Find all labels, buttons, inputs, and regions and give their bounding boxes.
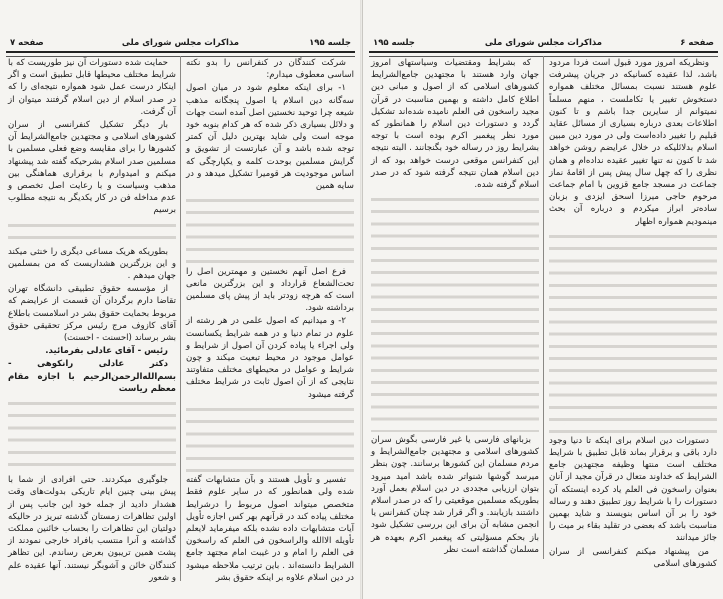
speaker-name: دکتر عادلی رانکوهی - بسم‌الله‌الرحمن‌الرحیم با اجازه مقام معظم ریاست (8, 359, 176, 394)
paragraph: بار دیگر تشکیل کنفرانسی از سران کشورهای اسلامی و مجتهدین جامع‌الشرایط آن کشورها را برای مقایسه وضع فعلی مسلمین با مسلمین صدر اسلام بشرحیکه گفته شد پیشنهاد میکنم و امیدوارم با برقراری هماهنگی بین مذهب وسیاست و با رعایت اصل تخصص و عدم مداخله فن در کار یکدیگر به نتیجه مطلوب برسیم (8, 120, 176, 216)
paragraph: فرع اصل آنهم نخستین و مهمترین اصل را تحت‌الشعاع قرارداد و این بزرگترین مانعی است که هرچه زودتر باید از پیش پای مسلمین برداشته شود. (186, 266, 354, 314)
session-number: جلسه ۱۹۵ (373, 38, 415, 48)
paragraph: جلوگیری میکردند. حتی افرادی از شما با پیش بینی چنین ایام تاریکی بدولت‌های وقت هشدار دادید از جمله خود این جانب پس از اولین تظاهرات زمستان گذشته تبریز در حالیکه دولتیان این تظاهرات را بحساب خائنین مملکت گذاشته و آنرا منتسب بافراد خارجی نمودند از پشت همین تریبون بعرض رساندم. این تظاهر کنندگان خائن و آشوبگر نیستند. آنها عقیده علم و شعور (8, 475, 176, 583)
illegible-text (549, 231, 717, 433)
text-column-left (8, 57, 176, 585)
paragraph: دستورات دین اسلام برای اینکه تا دنیا وجود دارد باقی و برقرار بماند قابل تطبیق با شرایط مختلف است منتها وظیفه مجتهدین جامع الشرایط که خداوند متعال در قرآن مجید از آنان بعنوان راسخون فی العلم یاد کرده اینستکه آن دستورات را با شرایط روز تطبیق دهند و رساله خود را بر آن اساس بنویسند و شاید بهمین مناسبت باشد که بعضی در تقلید بقاء بر میت را جائز میدانند (549, 435, 717, 544)
session-number: جلسه ۱۹۵ (309, 38, 351, 48)
illegible-text (8, 398, 176, 472)
paragraph: از مؤسسه حقوق تطبیقی دانشگاه تهران تقاضا دارم برگردان آن قسمت از عرایضم که مربوط بحمایت حقوق بشر در اسلامست باطلاع آقای کازوف مرج رئیس مرکز تحقیقی حقوق بشر برساند (احسنت - احسنت) (8, 284, 176, 344)
paragraph: شرکت کنندگان در کنفرانس را بدو نکته اساسی معطوف میدارم: (186, 58, 354, 81)
page-number: صفحه ۶ (680, 38, 714, 48)
paragraph: که بشرایط ومقتضیات وسیاستهای امروز جهان وارد هستند با مجتهدین جامع‌الشرایط کشورهای اسلامی که از اصول و مبانی دین اطلاع کامل داشته و بهمین مناسبت در قرآن مجید راسخون فی العلم نامیده شده‌اند تشکیل گردد و دستورات دین اسلام را همانطور که مورد نظر پیغمبر اکرم بوده است با توجه بشرایط روز در رساله خود بگنجانند . البته نتیجه این کنفرانس موقعی درست خواهد بود که از دین اسلام همان نتیجه گرفته شود که در صدر اسلام گرفته شده. (371, 58, 539, 191)
paragraph: ۱- برای اینکه معلوم شود در میان اصول سه‌گانه دین اسلام یا اصول پنجگانه مذهب شیعه چرا توحید نخستین اصل آمده است جهات و دلائل بسیاری ذکر شده که هر کدام بنوبه خود موجه است ولی شاید بهترین دلیل آن کمتر توجه شده باشد و آن عبارتست از تشویق و گرایش مسلمین بوحدت کلمه و یکپارچگی که اساس موجودیت هر قومیرا تشکیل میدهد و در سایه همین (186, 83, 354, 192)
column-divider (543, 56, 544, 559)
paragraph: ۲- و میدانیم که اصول علمی در هر رشته از علوم در تمام دنیا و در همه شرایط یکسانست ولی اجراء یا پیاده کردن آن اصول از شرایط و عوامل موجود در محیط تبعیت میکند و چون شرایط و عوامل در محیطهای مختلف متفاوتند نتایجی که از آن اصول ثابت در شرایط مختلف گرفته میشود (186, 316, 354, 400)
illegible-text (186, 404, 354, 472)
paragraph: ونظریکه امروز مورد قبول است فردا مردود باشد، لذا عقیده کسانیکه در جریان پیشرفت علوم هستند نسبت بمسائل مختلف همواره دستخوش تغییر یا تکاملست ، منهم مسلماً نمیتوانم از سایرین جدا باشم و تا کنون اطلاعات بعدی درباره بسیاری از مسائل عقاید قبلیم را تغییر داده‌است ولی در مورد دین مبین اسلام بدلائلیکه در خلال عرایضم روشن خواهد شد تا کنون نه تنها تغییر عقیده نداده‌ام و همان نظری را که چهل سال پیش پس از اقامهٔ نماز جماعت در مسجد جامع قزوین با امام جماعت مرحوم حاجی میرزا اسحق ایزدی و بزبان ساده‌تر ابراز میکردم و درباره آن بحث مینمودیم همواره اظهار (549, 58, 717, 227)
paragraph: بطوریکه هریک مساعی دیگری را خنثی میکند و این بزرگترین هشداریست که من بمسلمین جهان میدهم . (8, 246, 176, 282)
paragraph: تفسیر و تأویل هستند و بآن متشابهات گفته شده ولی همانطور که در سایر علوم فقط متخصص میتواند اصول مربوط را درشرایط مختلف پیاده کند در قرآنهم بهر کس اجازه تأویل آیات متشابهات داده نشده بلکه میفرماید لایعلم تأویله الاالله والراسخون فی العلم که راسخون فی العلم را امام و در غیبت امام مجتهد جامع الشرایط دانسته‌اند . باین ترتیب ملاحظه میشود در دین اسلام علاوه بر اینکه حقوق بشر (186, 475, 354, 583)
page-number: صفحه ۷ (10, 38, 44, 48)
text-column-left (371, 57, 539, 557)
page-header (6, 38, 355, 50)
speaker-line: رئیس - آقای عادلی بفرمائید. (45, 346, 168, 357)
left-page (0, 0, 361, 599)
illegible-text (371, 194, 539, 432)
publication-title: مذاکرات مجلس شورای ملی (484, 38, 603, 48)
page-header (369, 38, 718, 50)
illegible-text (186, 195, 354, 263)
publication-title: مذاکرات مجلس شورای ملی (121, 38, 240, 48)
paragraph: من پیشنهاد میکنم کنفرانسی از سران کشورهای اسلامی (549, 546, 717, 569)
speaker-line (8, 358, 176, 395)
paragraph: حمایت شده دستورات آن نیز طوریست که با شرایط مختلف محیطها قابل تطبیق است و اگر اینکار درست عمل شود همواره نتیجه‌ای را که در صدر اسلام از دین اسلام گرفتند میتوان از آن گرفت. (8, 58, 176, 117)
paragraph: بزبانهای فارسی یا غیر فارسی بگوش سران کشورهای اسلامی و مجتهدین جامع‌الشرایط و مردم مسلمان این کشورها برسانند. چون بنظر میرسد گوشها شنواتر شده باشد امید میرود بتوان ارزیابی مجددی در دین اسلام بعمل آورد بطوریکه مسلمین موقعیتی را که در صدر اسلام داشتند بازیابند. و اگر قرار شد چنان کنفرانس یا انجمن مشابه آن برای این بررسی تشکیل شود باز بحکم مسؤلیتی که پیغمبر اکرم بعهده هر مسلمان گذاشته است نظر (371, 434, 539, 555)
right-page (362, 0, 723, 599)
column-divider (180, 56, 181, 581)
text-column-right (549, 57, 717, 571)
text-column-right (186, 57, 354, 585)
illegible-text (8, 220, 176, 244)
